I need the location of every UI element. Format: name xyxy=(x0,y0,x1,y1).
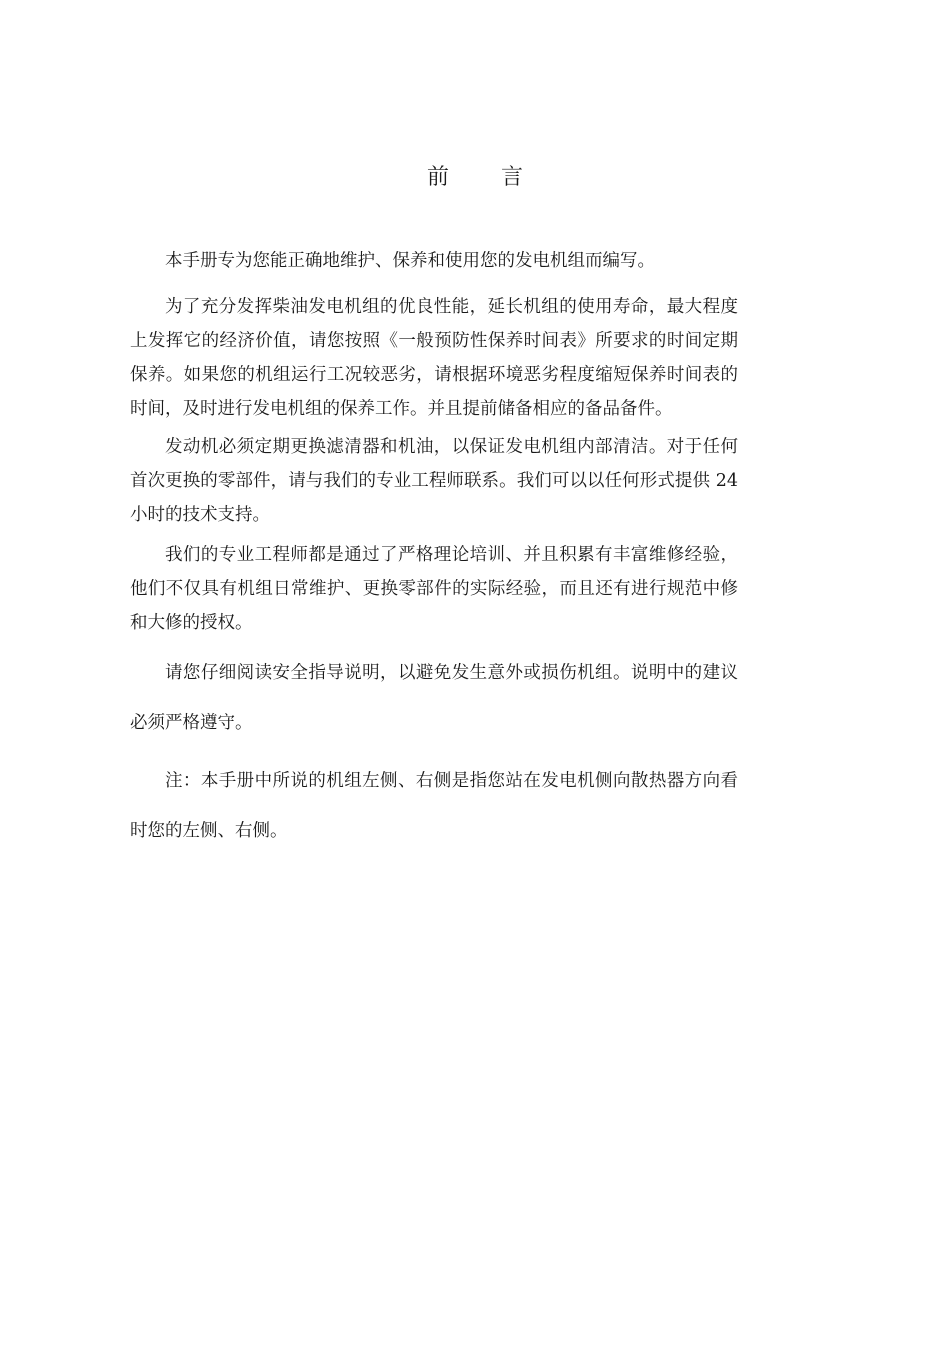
paragraph-maintenance: 为了充分发挥柴油发电机组的优良性能，延长机组的使用寿命，最大程度上发挥它的经济价值，请您按照《一般预防性保养时间表》所要求的时间定期保养。如果您的机组运行工况较恶劣，请根据环境恶劣程度缩短保养时间表的时间，及时进行发电机组的保养工作。并且提前储备相应的备品备件。 xyxy=(130,297,738,419)
paragraph-filters: 发动机必须定期更换滤清器和机油，以保证发电机组内部清洁。对于任何首次更换的零部件，请与我们的专业工程师联系。我们可以以任何形式提供 24 小时的技术支持。 xyxy=(130,437,738,525)
preface-body xyxy=(130,244,738,856)
paragraph-engineers: 我们的专业工程师都是通过了严格理论培训、并且积累有丰富维修经验，他们不仅具有机组日常维护、更换零部件的实际经验，而且还有进行规范中修和大修的授权。 xyxy=(130,545,738,633)
title-char-1: 前 xyxy=(426,165,449,190)
paragraph-note: 注：本手册中所说的机组左侧、右侧是指您站在发电机侧向散热器方向看时您的左侧、右侧。 xyxy=(130,771,738,841)
title-char-2: 言 xyxy=(501,165,524,190)
paragraph-safety: 请您仔细阅读安全指导说明，以避免发生意外或损伤机组。说明中的建议必须严格遵守。 xyxy=(130,663,738,733)
page-title xyxy=(0,160,950,191)
paragraph-intro: 本手册专为您能正确地维护、保养和使用您的发电机组而编写。 xyxy=(165,251,655,271)
